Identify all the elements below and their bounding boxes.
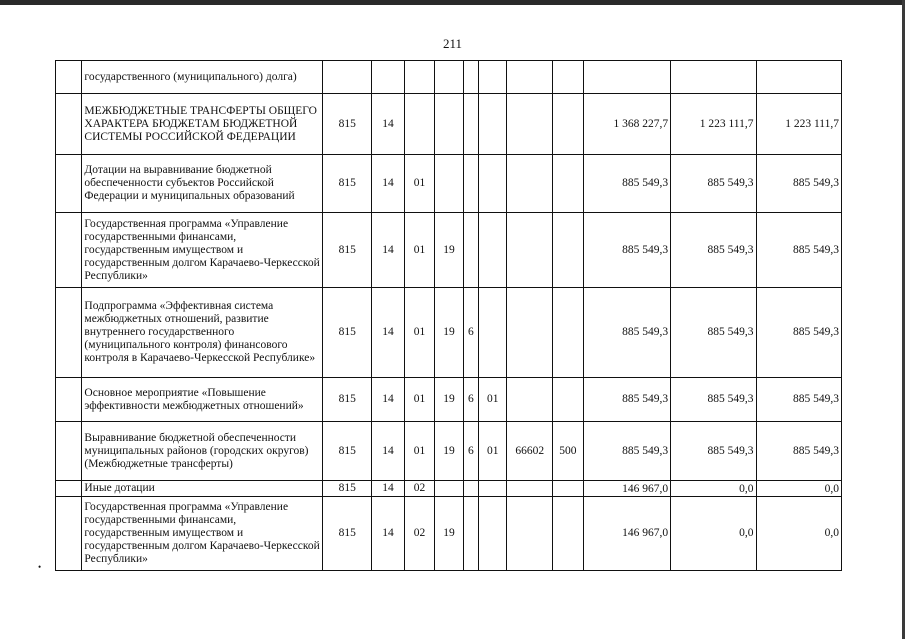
amount-year-2 xyxy=(671,61,756,94)
direction-code xyxy=(507,288,553,378)
amount-year-3: 0,0 xyxy=(756,497,841,571)
expense-type-code xyxy=(553,481,584,497)
item-name: МЕЖБЮДЖЕТНЫЕ ТРАНСФЕРТЫ ОБЩЕГО ХАРАКТЕРА БЮДЖЕТАМ БЮДЖЕТНОЙ СИСТЕМЫ РОССИЙСКОЙ ФЕДЕРАЦИИ xyxy=(82,94,323,155)
subsection-code: 01 xyxy=(404,422,435,481)
item-name: Государственная программа «Управление государственными финансами, государственным имуществом и государственным долгом Карачаево-Черкесской Республики» xyxy=(82,497,323,571)
subsection-code: 01 xyxy=(404,288,435,378)
grbs-code: 815 xyxy=(323,422,372,481)
event-code xyxy=(478,288,506,378)
amount-year-2: 0,0 xyxy=(671,481,756,497)
subsection-code: 01 xyxy=(404,155,435,213)
amount-year-1: 885 549,3 xyxy=(583,422,670,481)
amount-year-1: 885 549,3 xyxy=(583,378,670,422)
subsection-code: 02 xyxy=(404,481,435,497)
table-row xyxy=(56,497,842,571)
amount-year-1: 146 967,0 xyxy=(583,497,670,571)
subprogram-code: 6 xyxy=(463,422,478,481)
row-index-cell xyxy=(56,497,82,571)
table-row xyxy=(56,94,842,155)
event-code: 01 xyxy=(478,378,506,422)
subprogram-code xyxy=(463,155,478,213)
amount-year-3: 885 549,3 xyxy=(756,288,841,378)
expense-type-code xyxy=(553,288,584,378)
direction-code: 66602 xyxy=(507,422,553,481)
grbs-code: 815 xyxy=(323,378,372,422)
grbs-code: 815 xyxy=(323,288,372,378)
expense-type-code xyxy=(553,378,584,422)
table-row xyxy=(56,155,842,213)
table-row xyxy=(56,378,842,422)
item-name: государственного (муниципального) долга) xyxy=(82,61,323,94)
subsection-code xyxy=(404,61,435,94)
direction-code xyxy=(507,481,553,497)
item-name: Государственная программа «Управление государственными финансами, государственным имуществом и государственным долгом Карачаево-Черкесской Республики» xyxy=(82,213,323,288)
subsection-code: 02 xyxy=(404,497,435,571)
amount-year-1: 885 549,3 xyxy=(583,213,670,288)
item-name: Иные дотации xyxy=(82,481,323,497)
table-row xyxy=(56,422,842,481)
amount-year-2: 885 549,3 xyxy=(671,288,756,378)
grbs-code: 815 xyxy=(323,497,372,571)
row-index-cell xyxy=(56,61,82,94)
row-index-cell xyxy=(56,288,82,378)
program-code: 19 xyxy=(435,288,463,378)
page-number: 211 xyxy=(442,36,463,51)
direction-code xyxy=(507,94,553,155)
grbs-code: 815 xyxy=(323,481,372,497)
program-code xyxy=(435,61,463,94)
event-code xyxy=(478,155,506,213)
section-code: 14 xyxy=(372,94,405,155)
amount-year-1: 146 967,0 xyxy=(583,481,670,497)
budget-table xyxy=(55,60,842,571)
row-index-cell xyxy=(56,378,82,422)
amount-year-2: 885 549,3 xyxy=(671,155,756,213)
table-row xyxy=(56,481,842,497)
program-code xyxy=(435,481,463,497)
subsection-code: 01 xyxy=(404,213,435,288)
expense-type-code xyxy=(553,213,584,288)
grbs-code: 815 xyxy=(323,155,372,213)
program-code xyxy=(435,155,463,213)
grbs-code: 815 xyxy=(323,213,372,288)
section-code xyxy=(372,61,405,94)
event-code xyxy=(478,94,506,155)
subprogram-code xyxy=(463,497,478,571)
subprogram-code xyxy=(463,94,478,155)
event-code xyxy=(478,61,506,94)
expense-type-code: 500 xyxy=(553,422,584,481)
amount-year-1: 885 549,3 xyxy=(583,155,670,213)
direction-code xyxy=(507,497,553,571)
amount-year-3: 0,0 xyxy=(756,481,841,497)
table-row xyxy=(56,288,842,378)
amount-year-2: 0,0 xyxy=(671,497,756,571)
expense-type-code xyxy=(553,497,584,571)
expense-type-code xyxy=(553,61,584,94)
direction-code xyxy=(507,61,553,94)
row-index-cell xyxy=(56,422,82,481)
grbs-code xyxy=(323,61,372,94)
row-index-cell xyxy=(56,481,82,497)
row-index-cell xyxy=(56,94,82,155)
section-code: 14 xyxy=(372,288,405,378)
event-code xyxy=(478,213,506,288)
amount-year-2: 885 549,3 xyxy=(671,422,756,481)
section-code: 14 xyxy=(372,213,405,288)
amount-year-2: 1 223 111,7 xyxy=(671,94,756,155)
program-code: 19 xyxy=(435,378,463,422)
direction-code xyxy=(507,213,553,288)
amount-year-2: 885 549,3 xyxy=(671,378,756,422)
direction-code xyxy=(507,378,553,422)
amount-year-3: 1 223 111,7 xyxy=(756,94,841,155)
item-name: Основное мероприятие «Повышение эффективности межбюджетных отношений» xyxy=(82,378,323,422)
section-code: 14 xyxy=(372,497,405,571)
expense-type-code xyxy=(553,94,584,155)
section-code: 14 xyxy=(372,422,405,481)
amount-year-2: 885 549,3 xyxy=(671,213,756,288)
row-index-cell xyxy=(56,213,82,288)
program-code xyxy=(435,94,463,155)
event-code: 01 xyxy=(478,422,506,481)
subprogram-code: 6 xyxy=(463,288,478,378)
event-code xyxy=(478,497,506,571)
subprogram-code: 6 xyxy=(463,378,478,422)
amount-year-1: 885 549,3 xyxy=(583,288,670,378)
subsection-code xyxy=(404,94,435,155)
section-code: 14 xyxy=(372,481,405,497)
subprogram-code xyxy=(463,61,478,94)
row-index-cell xyxy=(56,155,82,213)
amount-year-3: 885 549,3 xyxy=(756,378,841,422)
amount-year-3: 885 549,3 xyxy=(756,155,841,213)
item-name: Выравнивание бюджетной обеспеченности муниципальных районов (городских округов) (Межбюджетные трансферты) xyxy=(82,422,323,481)
margin-mark: • xyxy=(38,562,42,572)
amount-year-1 xyxy=(583,61,670,94)
subprogram-code xyxy=(463,213,478,288)
grbs-code: 815 xyxy=(323,94,372,155)
program-code: 19 xyxy=(435,213,463,288)
item-name: Дотации на выравнивание бюджетной обеспеченности субъектов Российской Федерации и муниципальных образований xyxy=(82,155,323,213)
program-code: 19 xyxy=(435,422,463,481)
amount-year-3 xyxy=(756,61,841,94)
amount-year-3: 885 549,3 xyxy=(756,422,841,481)
program-code: 19 xyxy=(435,497,463,571)
event-code xyxy=(478,481,506,497)
direction-code xyxy=(507,155,553,213)
expense-type-code xyxy=(553,155,584,213)
scan-edge-top xyxy=(0,0,905,5)
subprogram-code xyxy=(463,481,478,497)
section-code: 14 xyxy=(372,378,405,422)
amount-year-3: 885 549,3 xyxy=(756,213,841,288)
item-name: Подпрограмма «Эффективная система межбюджетных отношений, развитие внутреннего государственного (муниципального контроля) финансового контроля в Карачаево-Черкесской Республике» xyxy=(82,288,323,378)
table-row xyxy=(56,213,842,288)
amount-year-1: 1 368 227,7 xyxy=(583,94,670,155)
section-code: 14 xyxy=(372,155,405,213)
subsection-code: 01 xyxy=(404,378,435,422)
table-row xyxy=(56,61,842,94)
